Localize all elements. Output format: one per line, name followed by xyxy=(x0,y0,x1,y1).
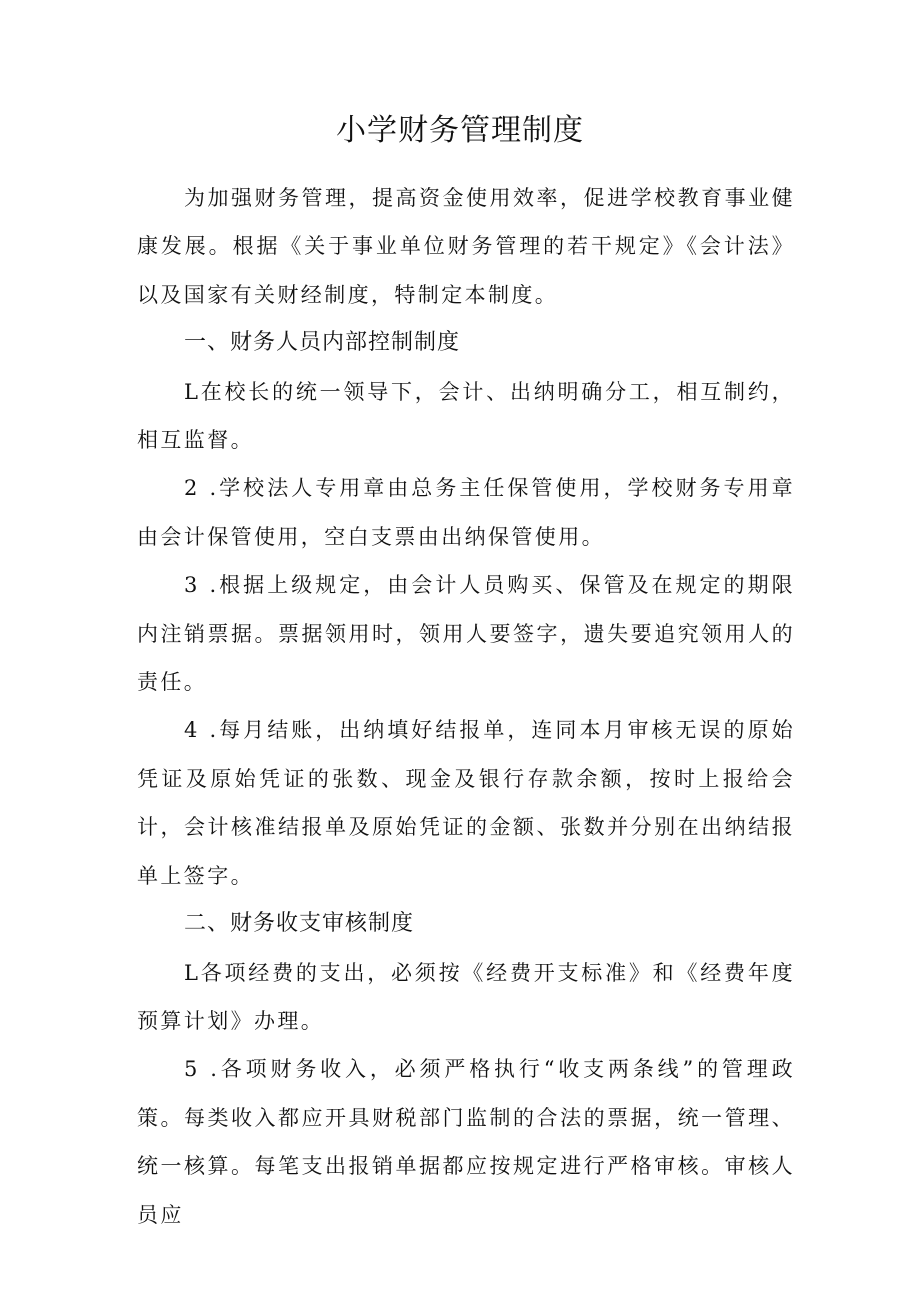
clause-paragraph: L各项经费的支出，必须按《经费开支标准》和《经费年度预算计划》办理。 xyxy=(137,960,795,1033)
document-title: 小学财务管理制度 xyxy=(336,113,584,148)
clause-paragraph: 3 .根据上级规定，由会计人员购买、保管及在规定的期限内注销票据。票据领用时，领用人要签字，遗失要追究领用人的责任。 xyxy=(137,573,795,695)
clause-paragraph: 5 .各项财务收入，必须严格执行“收支两条线”的管理政策。每类收入都应开具财税部门监制的合法的票据，统一管理、统一核算。每笔支出报销单据都应按规定进行严格审核。审核人员应 xyxy=(137,1057,795,1227)
section-heading: 二、财务收支审核制度 xyxy=(184,911,415,937)
document-body xyxy=(137,174,795,1239)
clause-paragraph: 2 .学校法人专用章由总务主任保管使用，学校财务专用章由会计保管使用，空白支票由出纳保管使用。 xyxy=(137,476,795,549)
section-heading: 一、财务人员内部控制制度 xyxy=(184,330,461,356)
clause-paragraph: 4 .每月结账，出纳填好结报单，连同本月审核无误的原始凭证及原始凭证的张数、现金及银行存款余额，按时上报给会计，会计核准结报单及原始凭证的金额、张数并分别在出纳结报单上签字。 xyxy=(137,718,795,888)
intro-paragraph: 为加强财务管理，提高资金使用效率，促进学校教育事业健康发展。根据《关于事业单位财务管理的若干规定》《会计法》以及国家有关财经制度，特制定本制度。 xyxy=(137,186,795,307)
clause-paragraph: L在校长的统一领导下，会计、出纳明确分工，相互制约，相互监督。 xyxy=(137,379,795,453)
